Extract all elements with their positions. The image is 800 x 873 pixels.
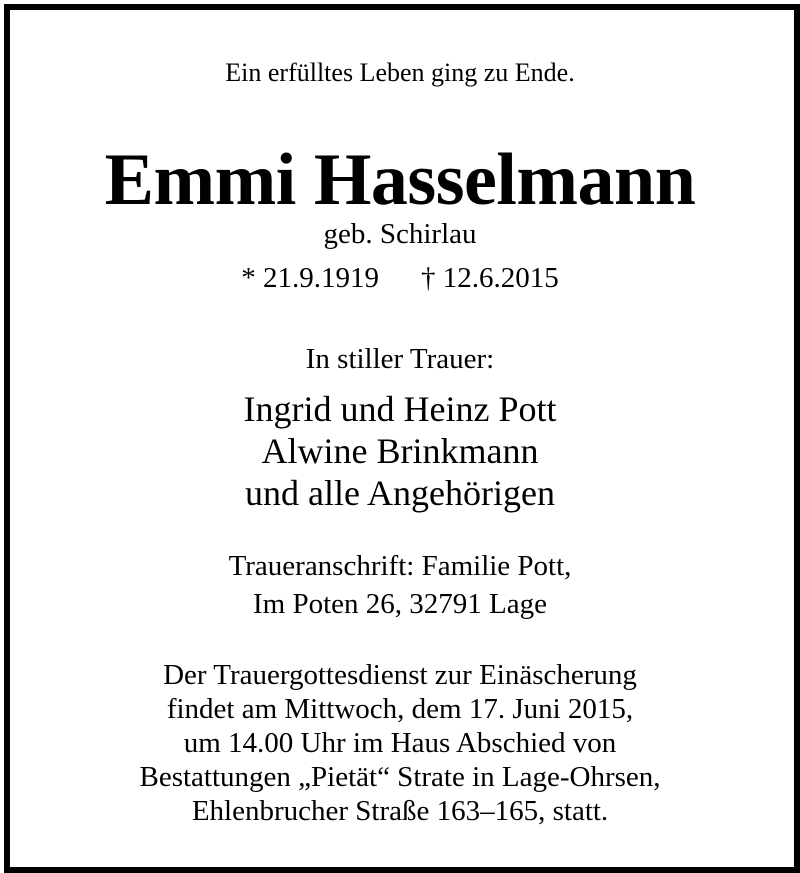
mourners-list <box>10 388 790 514</box>
service-line: findet am Mittwoch, dem 17. Juni 2015, <box>166 693 634 725</box>
address-line: Traueranschrift: Familie Pott, <box>228 550 572 582</box>
mourner-line: Ingrid und Heinz Pott <box>243 389 557 429</box>
address-line: Im Poten 26, 32791 Lage <box>253 588 547 620</box>
service-line: Ehlenbrucher Straße 163–165, statt. <box>191 795 609 827</box>
intro-line: Ein erfülltes Leben ging zu Ende. <box>225 58 575 87</box>
service-line: um 14.00 Uhr im Haus Abschied von <box>183 727 617 759</box>
birth-date: * 21.9.1919 <box>241 262 379 294</box>
mourning-header: In stiller Trauer: <box>305 343 495 375</box>
birth-name: geb. Schirlau <box>323 218 477 250</box>
mourning-address <box>10 547 790 623</box>
life-dates <box>10 261 790 295</box>
death-date: † 12.6.2015 <box>421 262 559 294</box>
mourner-line: und alle Angehörigen <box>245 473 555 513</box>
mourner-line: Alwine Brinkmann <box>261 431 539 471</box>
service-line: Bestattungen „Pietät“ Strate in Lage-Ohrsen, <box>139 761 661 793</box>
deceased-name: Emmi Hasselmann <box>104 139 696 221</box>
service-line: Der Trauergottesdienst zur Einäscherung <box>163 659 637 691</box>
service-details <box>10 658 790 828</box>
